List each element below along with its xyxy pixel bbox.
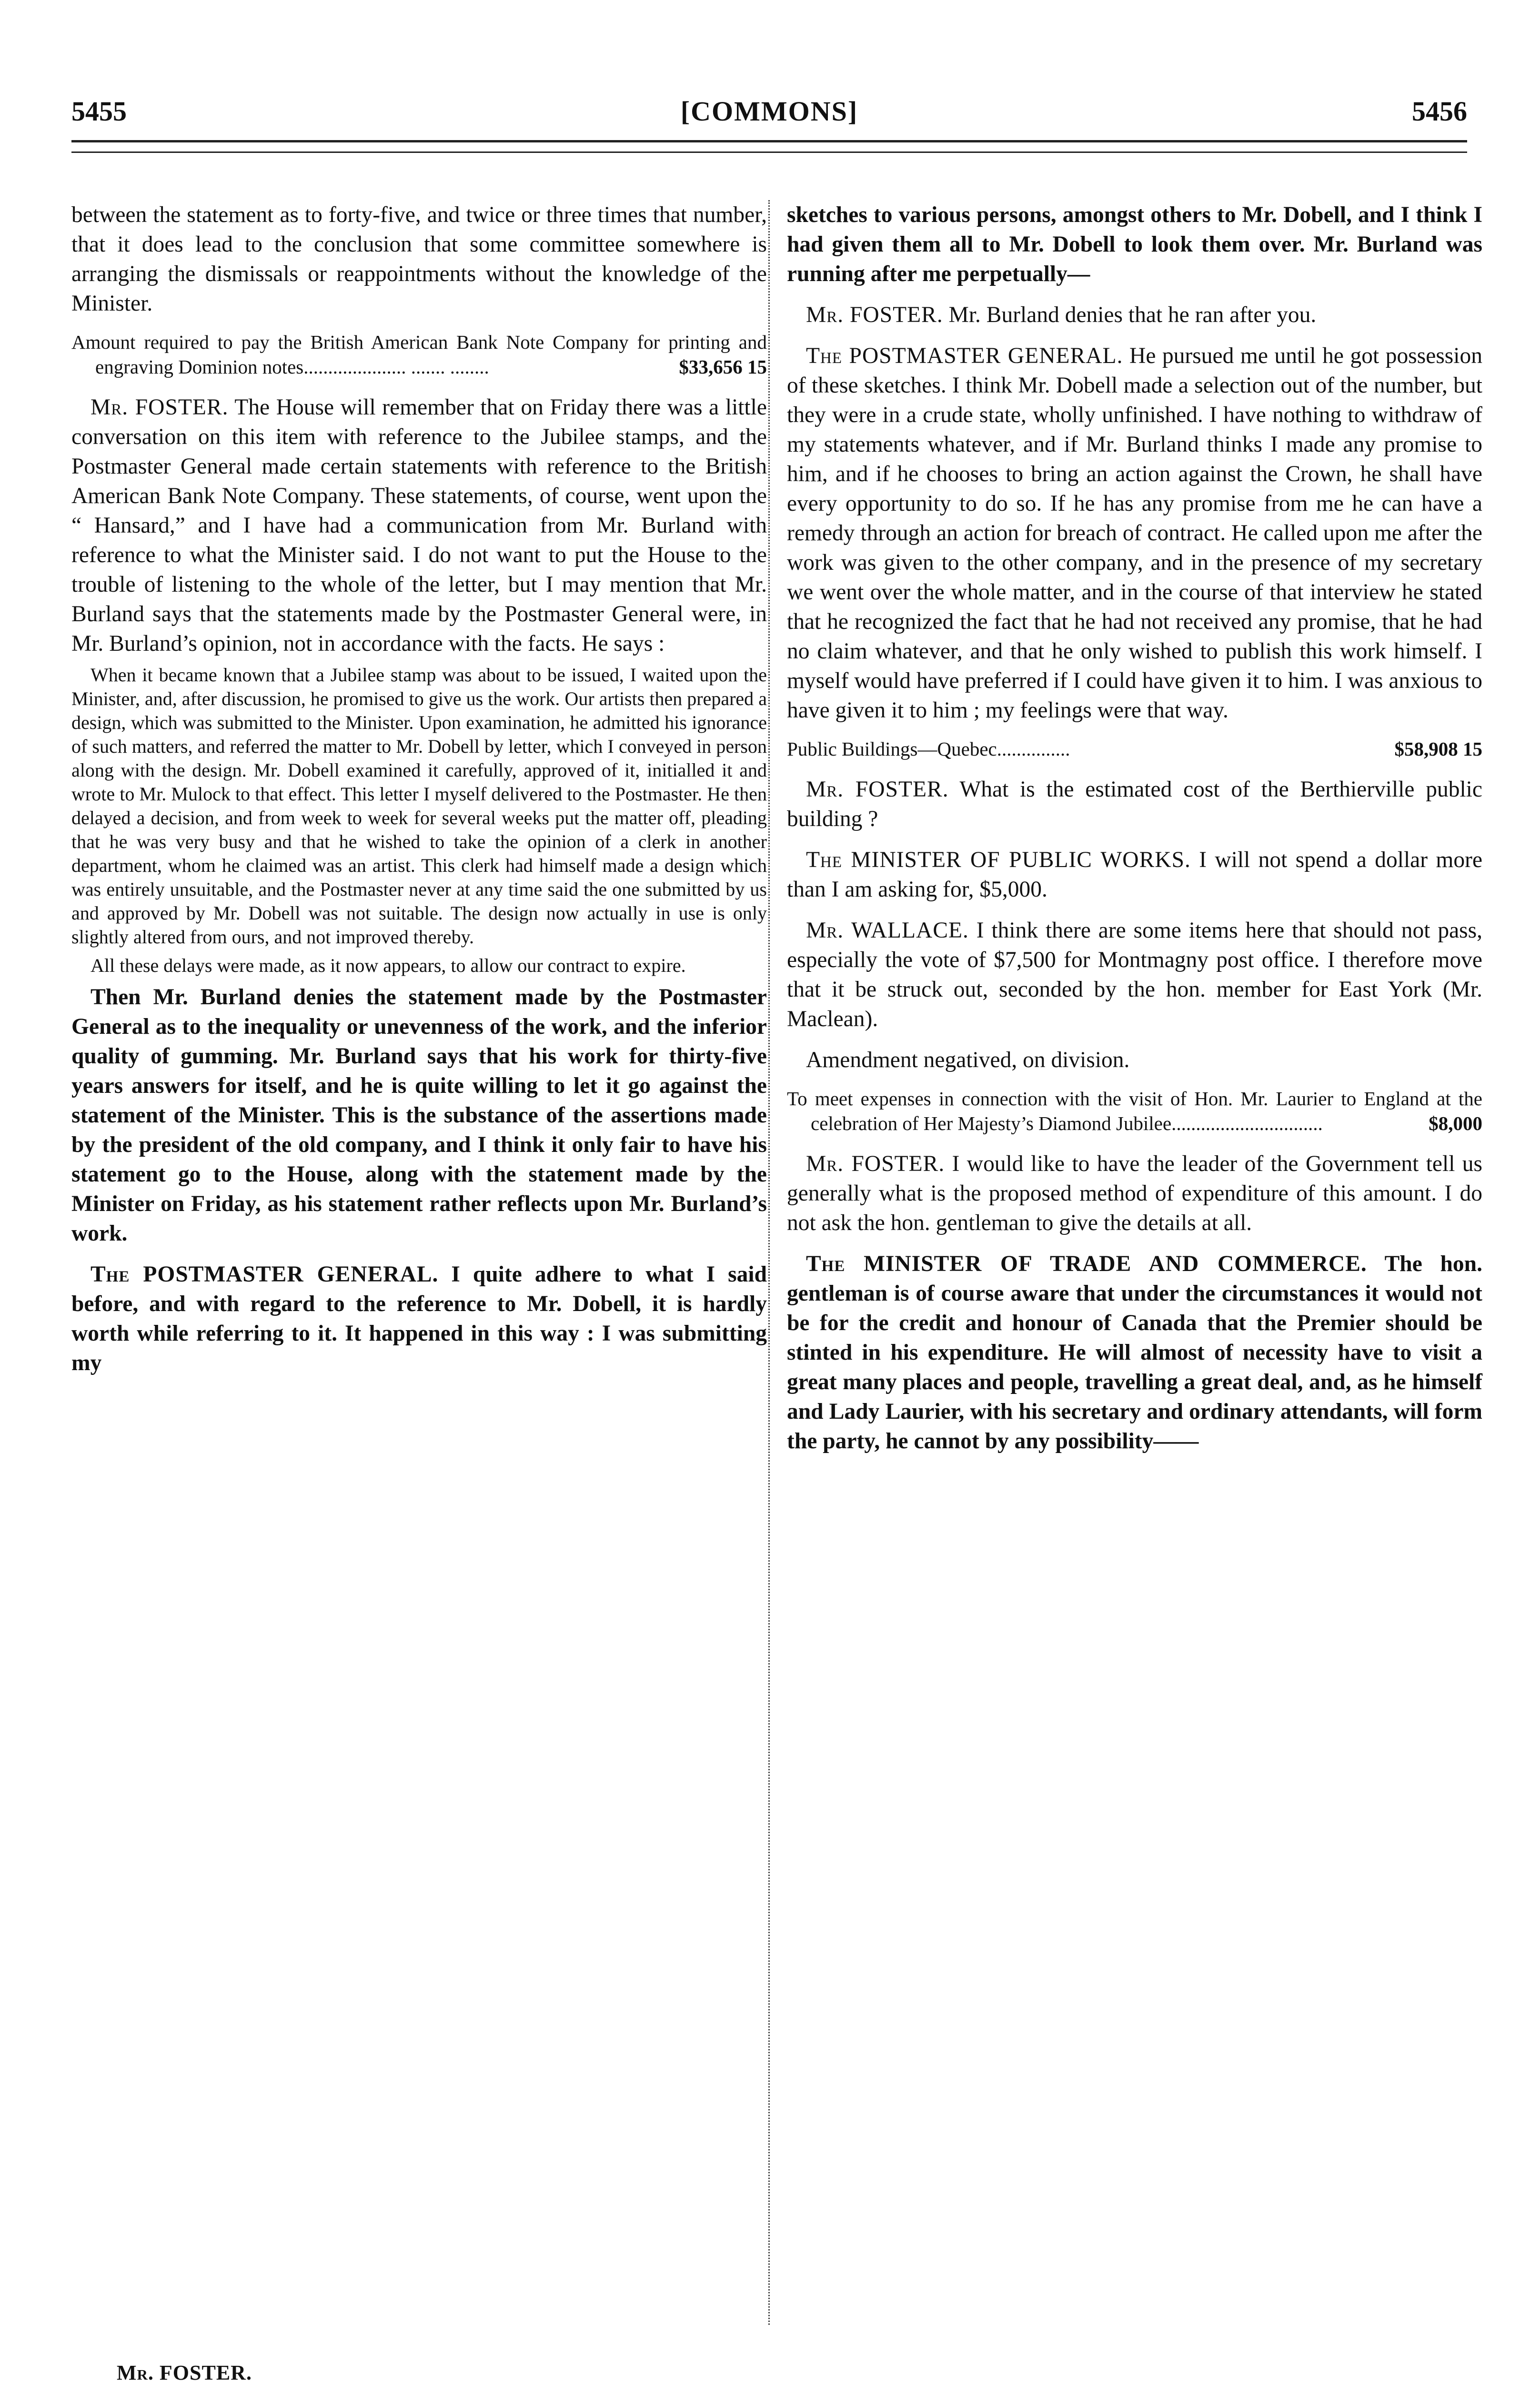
- paragraph: [787, 1249, 1482, 1456]
- page-footer: Mr. FOSTER.: [117, 2361, 252, 2382]
- paragraph: [787, 845, 1482, 904]
- right-column: [787, 200, 1482, 1461]
- paragraph: [787, 775, 1482, 834]
- page-title: [COMMONS]: [680, 96, 858, 127]
- estimate-amount: $33,656 15: [679, 356, 767, 378]
- leader-dots: ..................... ....... ........: [303, 356, 489, 378]
- speaker-name: Mr. WALLACE.: [806, 918, 969, 943]
- paragraph: [787, 1149, 1482, 1238]
- speaker-name: The MINISTER OF PUBLIC WORKS.: [806, 848, 1191, 872]
- estimate-amount: $58,908 15: [1394, 738, 1482, 760]
- speech-text: I think there are some items here that should not pass, especially the vote of $7,500 for Montmagny post office. I therefore move that it be struck out, seconded by the hon. member for East York (Mr. Maclean).: [787, 918, 1482, 1031]
- speech-text: The House will remember that on Friday there was a little conversation on this item with reference to the Jubilee stamps, and the Postmaster General made certain statements with reference to the British American Bank Note Company. These statements, of course, went upon the “ Hansard,” and I have had a communication from Mr. Burland with reference to what the Minister said. I do not want to put the House to the trouble of listening to the whole of the letter, but I may mention that Mr. Burland says that the statements made by the Postmaster General were, in Mr. Burland’s opinion, not in accordance with the facts. He says :: [71, 395, 767, 656]
- speech-text: Mr. Burland denies that he ran after you.: [948, 303, 1317, 327]
- left-column: [71, 200, 767, 1383]
- speaker-name: The MINISTER OF TRADE AND COMMERCE.: [806, 1252, 1367, 1276]
- speech-text: I will not spend a dollar more than I am asking for, $5,000.: [787, 848, 1483, 902]
- paragraph: [787, 341, 1482, 725]
- paragraph: [787, 300, 1482, 330]
- leader-dots: ...............: [996, 738, 1070, 760]
- estimate-item: [787, 737, 1482, 761]
- speaker-name: Mr. FOSTER.: [806, 303, 943, 327]
- speaker-name: The POSTMASTER GENERAL.: [806, 343, 1123, 368]
- speech-text: I quite adhere to what I said before, and with regard to the reference to Mr. Dobell, it is hardly worth while referring to it. It happened in this way : I was submitting my: [71, 1262, 767, 1375]
- estimate-item: [71, 330, 767, 379]
- speaker-name: Mr. FOSTER.: [91, 395, 229, 420]
- quoted-letter: All these delays were made, as it now appears, to allow our contract to expire.: [91, 955, 686, 976]
- estimate-item: [787, 1086, 1482, 1136]
- estimate-item-text: To meet expenses in connection with the visit of Hon. Mr. Laurier to England at the celebration of Her Majesty’s Diamond Jubilee: [787, 1088, 1482, 1134]
- header-rule-bottom: [71, 151, 1467, 153]
- column-divider: [768, 200, 770, 2325]
- quoted-letter: When it became known that a Jubilee stamp was about to be issued, I waited upon the Minister, and, after discussion, he promised to give us the work. Our artists then prepared a design, which was submitted to the Minister. Upon examination, he admitted his ignorance of such matters, and referred the matter to Mr. Dobell by letter, which I conveyed in person along with the design. Mr. Dobell examined it carefully, approved of it, initialled it and wrote to Mr. Mulock to that effect. This letter I myself delivered to the Postmaster. He then delayed a decision, and from week to week for several weeks put the matter off, pleading that he was very busy and that he wished to take the opinion of a clerk in another department, whom he claimed was an artist. This clerk had himself made a design which was entirely unsuitable, and the Postmaster never at any time said the one submitted by us and approved by Mr. Dobell was not suitable. The design now actually in use is only slightly altered from ours, and not improved thereby.: [71, 664, 767, 948]
- speech-text: The hon. gentleman is of course aware that under the circumstances it would not be for the credit and honour of Canada that the Premier should be stinted in his expenditure. He will almost of necessity have to visit a great many places and people, travelling a great deal, and, as he himself and Lady Laurier, with his secretary and ordinary attendants, will form the party, he cannot by any possibility——: [787, 1252, 1482, 1453]
- leader-dots: ...............................: [1171, 1112, 1323, 1134]
- speech-text: He pursued me until he got possession of these sketches. I think Mr. Dobell made a selection out of the number, but they were in a crude state, wholly unfinished. I have nothing to withdraw of my statements whatever, and if Mr. Burland thinks I made any promise to him, and if he chooses to bring an action against the Crown, he shall have every opportunity to do so. If he has any promise from me he can have a remedy through an action for breach of contract. He called upon me after the work was given to the other company, and in the presence of my secretary we went over the whole matter, and in the course of that interview he stated that he recognized the fact that he had not received any promise, that he had no claim whatever, and that he only wished to publish this work himself. I myself would have preferred if I could have given it to him. I was anxious to have given it to him ; my feelings were that way.: [787, 343, 1482, 723]
- speech-text: What is the estimated cost of the Berthierville public building ?: [787, 777, 1482, 831]
- paragraph: [71, 393, 767, 658]
- estimate-item-text: Public Buildings—Quebec: [787, 738, 997, 760]
- estimate-amount: $8,000: [1429, 1112, 1482, 1134]
- speaker-name: Mr. FOSTER.: [806, 1151, 945, 1176]
- paragraph: between the statement as to forty-five, and twice or three times that number, that it does lead to the conclusion that some committee somewhere is arranging the dismissals or reappointments without the knowledge of the Minister.: [71, 202, 767, 316]
- paragraph: Then Mr. Burland denies the statement made by the Postmaster General as to the inequality or unevenness of the work, and the inferior quality of gumming. Mr. Burland says that his work for thirty-five years answers for itself, and he is quite willing to let it go against the statement of the Minister. This is the substance of the assertions made by the president of the old company, and I think it only fair to have his statement go to the House, along with the statement made by the Minister on Friday, as his statement rather reflects upon Mr. Burland’s work.: [71, 985, 767, 1246]
- page-header: [71, 95, 1467, 133]
- header-rule-top: [71, 140, 1467, 142]
- page-number-left: 5455: [71, 96, 127, 127]
- paragraph: [787, 916, 1482, 1034]
- speaker-name: The POSTMASTER GENERAL.: [91, 1262, 439, 1287]
- paragraph: Amendment negatived, on division.: [806, 1048, 1130, 1072]
- paragraph: sketches to various persons, amongst others to Mr. Dobell, and I think I had given them all to Mr. Dobell to look them over. Mr. Burland was running after me perpetually—: [787, 202, 1482, 286]
- page-number-right: 5456: [1412, 96, 1467, 127]
- paragraph: [71, 1260, 767, 1378]
- speech-text: I would like to have the leader of the Government tell us generally what is the proposed method of expenditure of this amount. I do not ask the hon. gentleman to give the details at all.: [787, 1151, 1483, 1235]
- estimate-item-text: Amount required to pay the British American Bank Note Company for printing and engraving Dominion notes: [71, 331, 767, 378]
- speaker-name: Mr. FOSTER.: [806, 777, 949, 802]
